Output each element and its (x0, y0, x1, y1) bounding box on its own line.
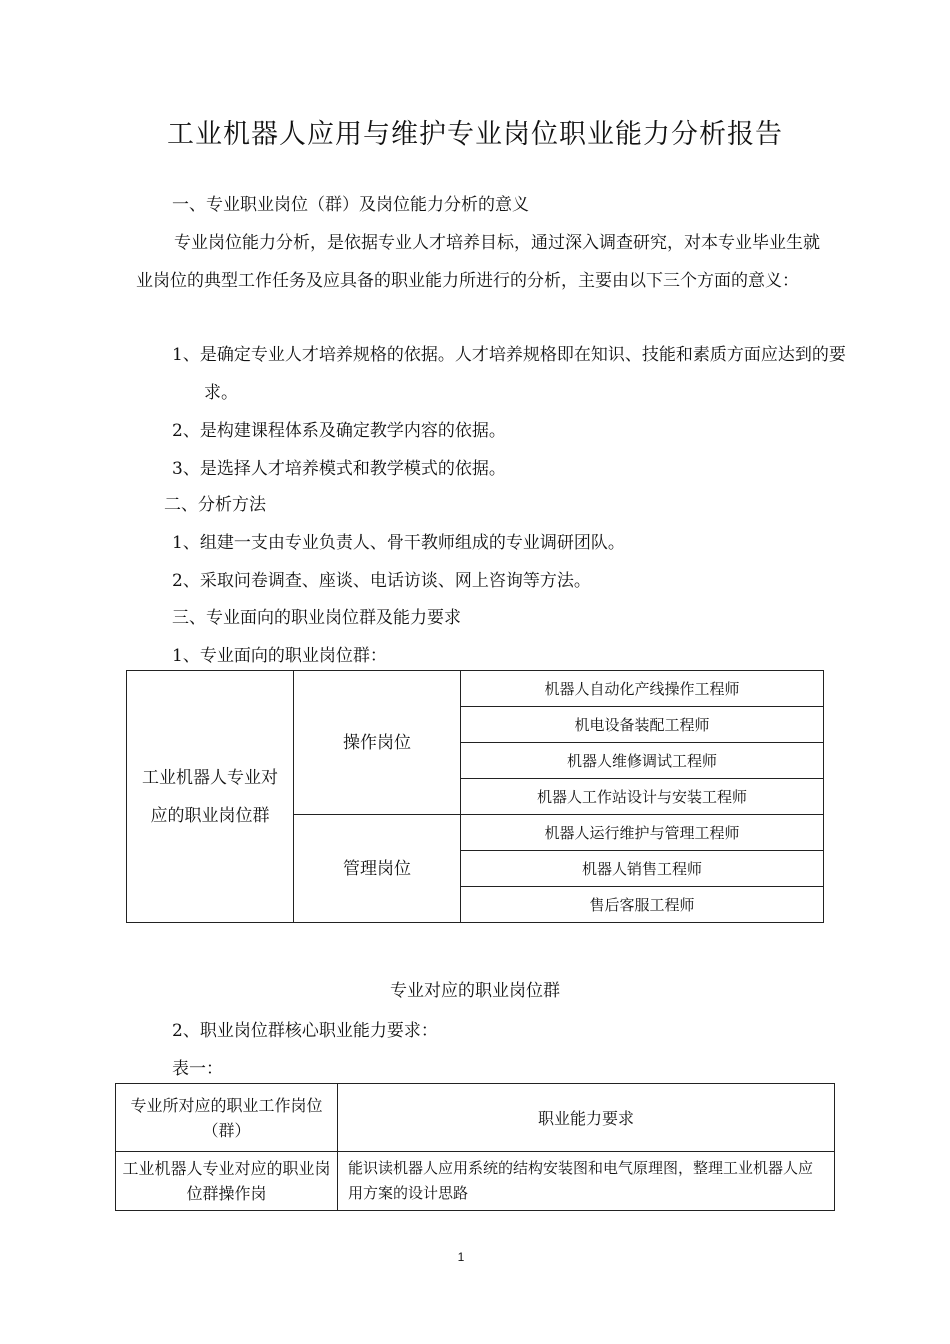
job-cell: 机器人运行维护与管理工程师 (461, 815, 824, 851)
job-cell: 机器人工作站设计与安装工程师 (461, 779, 824, 815)
category-operation: 操作岗位 (294, 671, 461, 815)
section2-item-2: 2、采取问卷调查、座谈、电话访谈、网上咨询等方法。 (172, 571, 591, 591)
section1-item-3: 3、是选择人才培养模式和教学模式的依据。 (172, 459, 506, 479)
table-label: 表一： (172, 1059, 223, 1079)
page-number: 1 (457, 1250, 465, 1264)
job-cell: 机器人维修调试工程师 (461, 743, 824, 779)
job-cell: 机电设备装配工程师 (461, 707, 824, 743)
table1-caption: 专业对应的职业岗位群 (390, 981, 560, 1001)
section1-item-2: 2、是构建课程体系及确定教学内容的依据。 (172, 421, 506, 441)
section1-item-1: 1、是确定专业人才培养规格的依据。人才培养规格即在知识、技能和素质方面应达到的要求。 (172, 345, 846, 403)
category-management: 管理岗位 (294, 815, 461, 923)
document-title: 工业机器人应用与维护专业岗位职业能力分析报告 (167, 119, 783, 150)
job-cell: 机器人销售工程师 (461, 851, 824, 887)
section1-intro: 专业岗位能力分析，是依据专业人才培养目标，通过深入调查研究，对本专业毕业生就业岗位的典型工作任务及应具备的职业能力所进行的分析，主要由以下三个方面的意义： (136, 233, 820, 291)
row-requirement: 能识读机器人应用系统的结构安装图和电气原理图，整理工业机器人应用方案的设计思路 (338, 1152, 835, 1211)
job-group-cell: 工业机器人专业对应的职业岗位群 (127, 671, 294, 923)
section2-heading: 二、分析方法 (164, 495, 266, 515)
ability-requirement-table (115, 1083, 835, 1211)
section3-heading: 三、专业面向的职业岗位群及能力要求 (172, 608, 461, 628)
job-group-table (126, 670, 824, 923)
header-position: 专业所对应的职业工作岗位（群） (116, 1084, 338, 1152)
section3-sub1: 1、专业面向的职业岗位群： (172, 646, 387, 666)
section1-heading: 一、专业职业岗位（群）及岗位能力分析的意义 (172, 195, 529, 215)
header-requirement: 职业能力要求 (338, 1084, 835, 1152)
job-cell: 售后客服工程师 (461, 887, 824, 923)
row-position: 工业机器人专业对应的职业岗位群操作岗 (116, 1152, 338, 1211)
job-cell: 机器人自动化产线操作工程师 (461, 671, 824, 707)
section3-sub2: 2、职业岗位群核心职业能力要求： (172, 1021, 438, 1041)
section2-item-1: 1、组建一支由专业负责人、骨干教师组成的专业调研团队。 (172, 533, 625, 553)
